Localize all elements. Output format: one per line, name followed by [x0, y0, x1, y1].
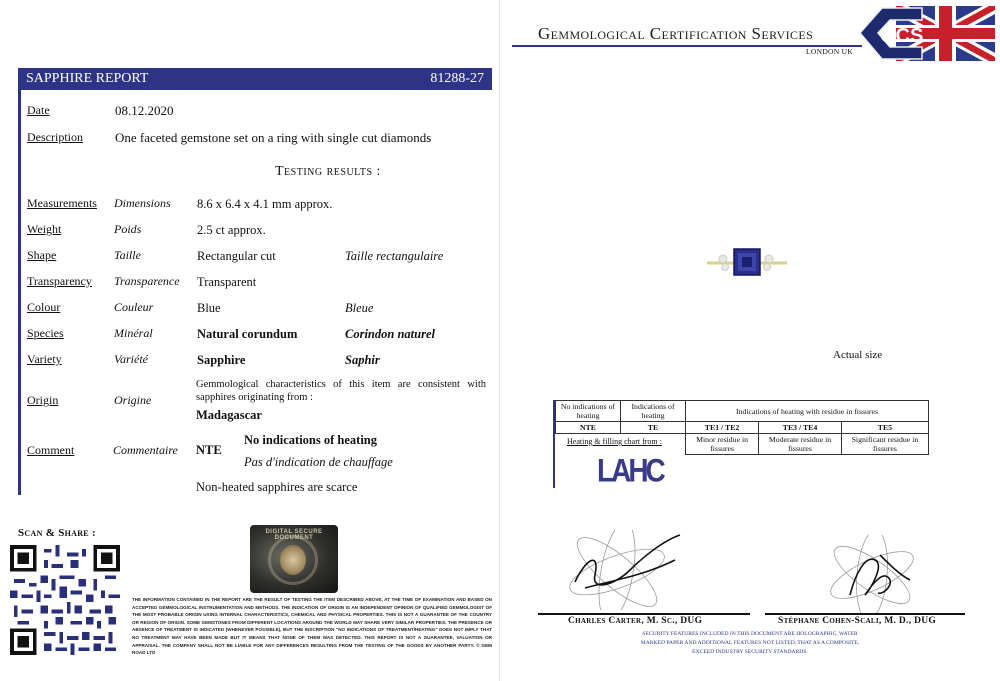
table-cell: Indications of heating	[621, 401, 686, 422]
field-value-weight: 2.5 ct approx.	[197, 223, 266, 237]
table-row	[556, 422, 929, 434]
field-value-fr-shape: Taille rectangulaire	[345, 249, 444, 263]
company-subtitle: LONDON UK	[806, 47, 854, 56]
table-cell: Moderate residue in fissures	[759, 434, 842, 455]
field-value-measurements: 8.6 x 6.4 x 4.1 mm approx.	[197, 197, 333, 211]
signature-line-carter	[538, 613, 750, 615]
field-label-colour: Colour	[27, 300, 61, 314]
description-label: Description	[27, 130, 83, 144]
date-label: Date	[27, 103, 50, 117]
date-value: 08.12.2020	[115, 103, 174, 118]
heating-table	[555, 400, 929, 455]
logo-text: GCS	[880, 25, 924, 47]
scan-share-title	[18, 527, 96, 539]
field-fr-measurements: Dimensions	[114, 196, 171, 210]
field-fr-weight: Poids	[114, 222, 142, 236]
field-fr-species: Minéral	[114, 326, 153, 340]
table-row	[556, 401, 929, 422]
field-value-transparency: Transparent	[197, 275, 257, 289]
origin-description: Gemmological characteristics of this item are consistent with sapphires originating from :	[196, 379, 486, 403]
field-value-colour: Blue	[197, 301, 221, 315]
report-disclaimer: THE INFORMATION CONTAINED IN THE REPORT ARE THE RESULT OF TESTING THE ITEM DESCRIBED ABOVE, AT THE TIME OF EXAMINATION AND BASED ON ACCEPTED GEMMOLOGICAL INSTRUMENTATION AND METHODS. THE INDICATION OF ORIGIN IS AN INDEPENDENT OPINION OF QUALIFIED GEMMOLOGIST OF THE MOST PROBABLE ORIGIN USING INTERNAL CHARACTERISTICS, CHEMICAL AND PHYSICAL PROPERTIES. THIS IS NOT A GUARANTEE OF THE COUNTRY OR REGION OF ORIGIN. SOME GEMSTONES FROM DIFFERENT LOCATIONS AROUND THE WORLD MAY SHARE VERY SIMILAR PROPERTIES. THE PRESENCE OR ABSENCE OF TREATMENT IS INDICATED (WHENEVER POSSIBLE), BUT THE INSCRIPTION "NO INDICATIONS OF TREATMENT/HEATING" DOES NOT IMPLY THAT NO TREATMENT MAY HAVE BEEN MADE BUT IT MEANS THAT NONE OF THEM WAS DETECTED. THIS REPORT IS NOT A GUARANTEE, VALUATION OR APPRAISAL. THE COMPANY SHALL NOT BE LIABLE FOR ANY DIFFERENCES RESULTING FROM THE TESTING OF THE GOODS BY ANOTHER PARTY. © GEM ROAD LTD	[132, 597, 492, 656]
field-fr-shape: Taille	[114, 248, 141, 262]
testing-results-title	[275, 164, 381, 180]
report-number: 81288-27	[430, 71, 484, 86]
lock-icon	[280, 545, 306, 575]
description-value: One faceted gemstone set on a ring with single cut diamonds	[115, 130, 432, 145]
union-flag-logo-icon	[860, 6, 995, 61]
field-label-species: Species	[27, 326, 64, 340]
table-cell: TE1 / TE2	[686, 422, 759, 434]
signature-name-carter: Charles Carter, M. Sc., DUG	[568, 616, 703, 626]
table-cell: NTE	[556, 422, 621, 434]
table-cell: TE5	[841, 422, 928, 434]
report-header-bar	[18, 68, 492, 90]
comment-note: Non-heated sapphires are scarce	[196, 480, 358, 494]
report-left-rule	[18, 90, 21, 495]
ring-photo	[707, 244, 787, 280]
security-note: SECURITY FEATURES INCLUDED IN THIS DOCUMENT ARE HOLOGRAPHIC, WATER MARKED PAPER AND ADDITIONAL FEATURES NOT LISTED, THAT AS A COMPOSITE, EXCEED INDUSTRY SECURITY STANDARDS.	[640, 631, 860, 655]
gcs-flag-logo	[860, 6, 995, 61]
table-cell: Minor residue in fissures	[686, 434, 759, 455]
table-cell: Indications of heating with residue in fissures	[686, 401, 929, 422]
field-value-fr-variety: Saphir	[345, 353, 380, 367]
field-value-variety: Sapphire	[197, 353, 246, 367]
field-value-fr-species: Corindon naturel	[345, 327, 435, 341]
heating-chart-label: Heating & filling chart from :	[567, 437, 662, 446]
signature-carter-image	[555, 530, 690, 610]
signature-cohen-scali-image	[820, 535, 930, 613]
secure-document-seal	[250, 525, 338, 593]
qr-code[interactable]	[10, 545, 120, 655]
comment-code: NTE	[196, 443, 222, 457]
comment-value-fr: Pas d'indication de chauffage	[244, 455, 393, 469]
field-fr-colour: Couleur	[114, 300, 154, 314]
field-value-species: Natural corundum	[197, 327, 298, 341]
photo-caption: Actual size	[833, 349, 883, 361]
origin-value: Madagascar	[196, 408, 262, 422]
comment-label: Comment	[27, 443, 75, 457]
table-cell: No indications of heating	[556, 401, 621, 422]
qr-code-icon	[10, 545, 120, 655]
signature-line-cohen-scali	[765, 613, 965, 615]
sapphire-ring-image	[707, 244, 787, 280]
table-cell: TE3 / TE4	[759, 422, 842, 434]
company-title: Gemmological Certification Services	[538, 24, 814, 43]
report-title: SAPPHIRE REPORT	[26, 71, 149, 86]
lahc-logo: LAHC	[597, 452, 663, 489]
comment-value: No indications of heating	[244, 433, 378, 447]
comment-fr-label: Commentaire	[113, 443, 178, 457]
field-value-fr-colour: Bleue	[345, 301, 374, 315]
origin-fr-label: Origine	[114, 393, 152, 407]
field-value-shape: Rectangular cut	[197, 249, 276, 263]
field-label-weight: Weight	[27, 222, 62, 236]
signature-name-cohen-scali: Stéphane Cohen-Scali, M. D., DUG	[778, 616, 937, 626]
field-label-transparency: Transparency	[27, 274, 92, 288]
field-label-measurements: Measurements	[27, 196, 97, 210]
scan-share-text: Scan & Share :	[18, 527, 96, 539]
field-fr-variety: Variété	[114, 352, 148, 366]
origin-label: Origin	[27, 393, 59, 407]
seal-text: DIGITAL SECURE DOCUMENT	[265, 529, 323, 541]
field-label-variety: Variety	[27, 352, 62, 366]
field-fr-transparency: Transparence	[114, 274, 180, 288]
table-cell: TE	[621, 422, 686, 434]
table-cell: Significant residue in fissures	[841, 434, 928, 455]
field-label-shape: Shape	[27, 248, 57, 262]
testing-results-text: Testing results :	[275, 164, 381, 179]
